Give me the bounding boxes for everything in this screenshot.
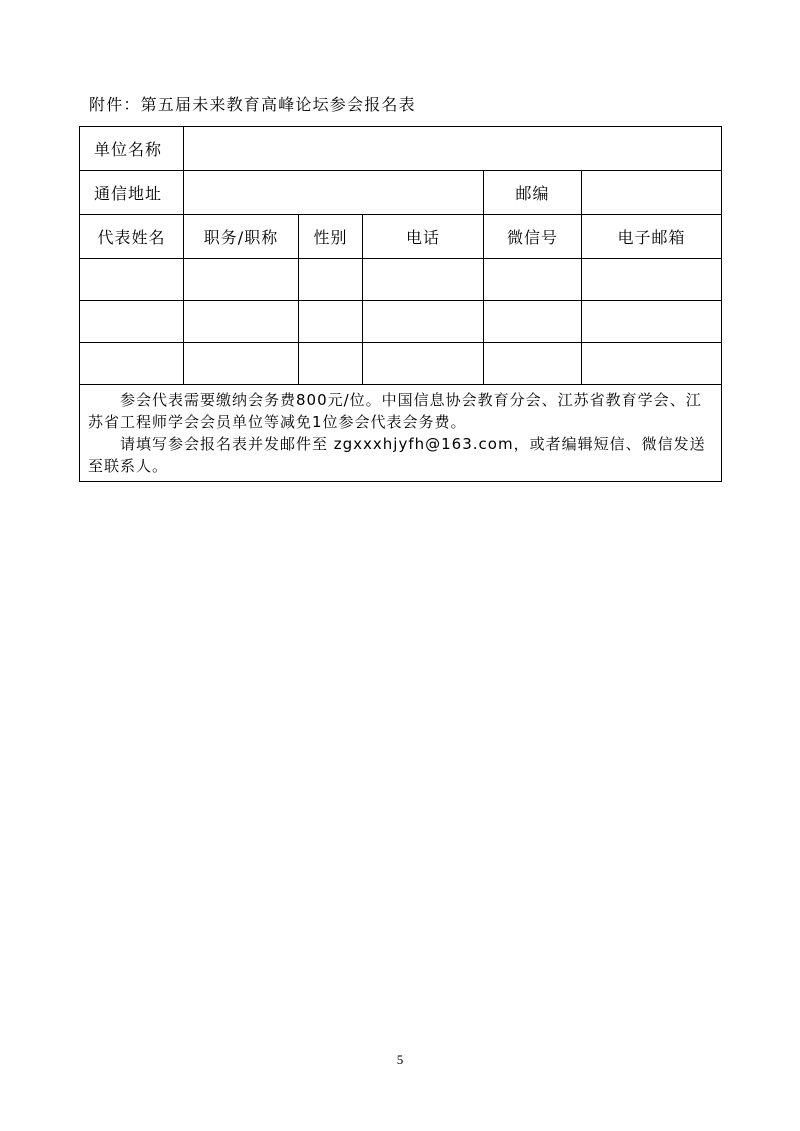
wechat-cell[interactable]: [484, 301, 582, 343]
phone-cell[interactable]: [363, 259, 484, 301]
phone-cell[interactable]: [363, 343, 484, 385]
email-cell[interactable]: [582, 259, 722, 301]
table-row: [80, 301, 722, 343]
header-cell: 性别: [299, 215, 363, 259]
page-title: 附件：第五届未来教育高峰论坛参会报名表: [89, 95, 416, 114]
unit-name-label: 单位名称: [80, 127, 184, 171]
submit-note: 请填写参会报名表并发邮件至 zgxxxhjyfh@163.com，或者编辑短信、微信发送至联系人。: [88, 435, 706, 475]
header-cell: 微信号: [484, 215, 582, 259]
wechat-cell[interactable]: [484, 343, 582, 385]
page-number: 5: [396, 1052, 404, 1067]
registration-form-table: [79, 126, 722, 482]
name-cell[interactable]: [80, 343, 184, 385]
address-label: 通信地址: [80, 171, 184, 215]
header-cell: 职务/职称: [184, 215, 299, 259]
name-cell[interactable]: [80, 259, 184, 301]
notes-row: [80, 385, 722, 482]
table-row: [80, 343, 722, 385]
gender-cell[interactable]: [299, 343, 363, 385]
address-field[interactable]: [184, 171, 484, 215]
phone-cell[interactable]: [363, 301, 484, 343]
postcode-field[interactable]: [582, 171, 722, 215]
header-cell: 代表姓名: [80, 215, 184, 259]
name-cell[interactable]: [80, 301, 184, 343]
table-row: [80, 259, 722, 301]
header-cell: 电子邮箱: [582, 215, 722, 259]
title-cell[interactable]: [184, 343, 299, 385]
fee-note: 参会代表需要缴纳会务费800元/位。中国信息协会教育分会、江苏省教育学会、江苏省工程师学会会员单位等减免1位参会代表会务费。: [88, 391, 702, 431]
email-cell[interactable]: [582, 343, 722, 385]
header-cell: 电话: [363, 215, 484, 259]
title-cell[interactable]: [184, 301, 299, 343]
gender-cell[interactable]: [299, 301, 363, 343]
unit-name-field[interactable]: [184, 127, 722, 171]
header-row: [80, 215, 722, 259]
title-cell[interactable]: [184, 259, 299, 301]
postcode-label: 邮编: [484, 171, 582, 215]
gender-cell[interactable]: [299, 259, 363, 301]
address-row: [80, 171, 722, 215]
notes-cell: [80, 385, 722, 482]
email-cell[interactable]: [582, 301, 722, 343]
wechat-cell[interactable]: [484, 259, 582, 301]
unit-name-row: [80, 127, 722, 171]
